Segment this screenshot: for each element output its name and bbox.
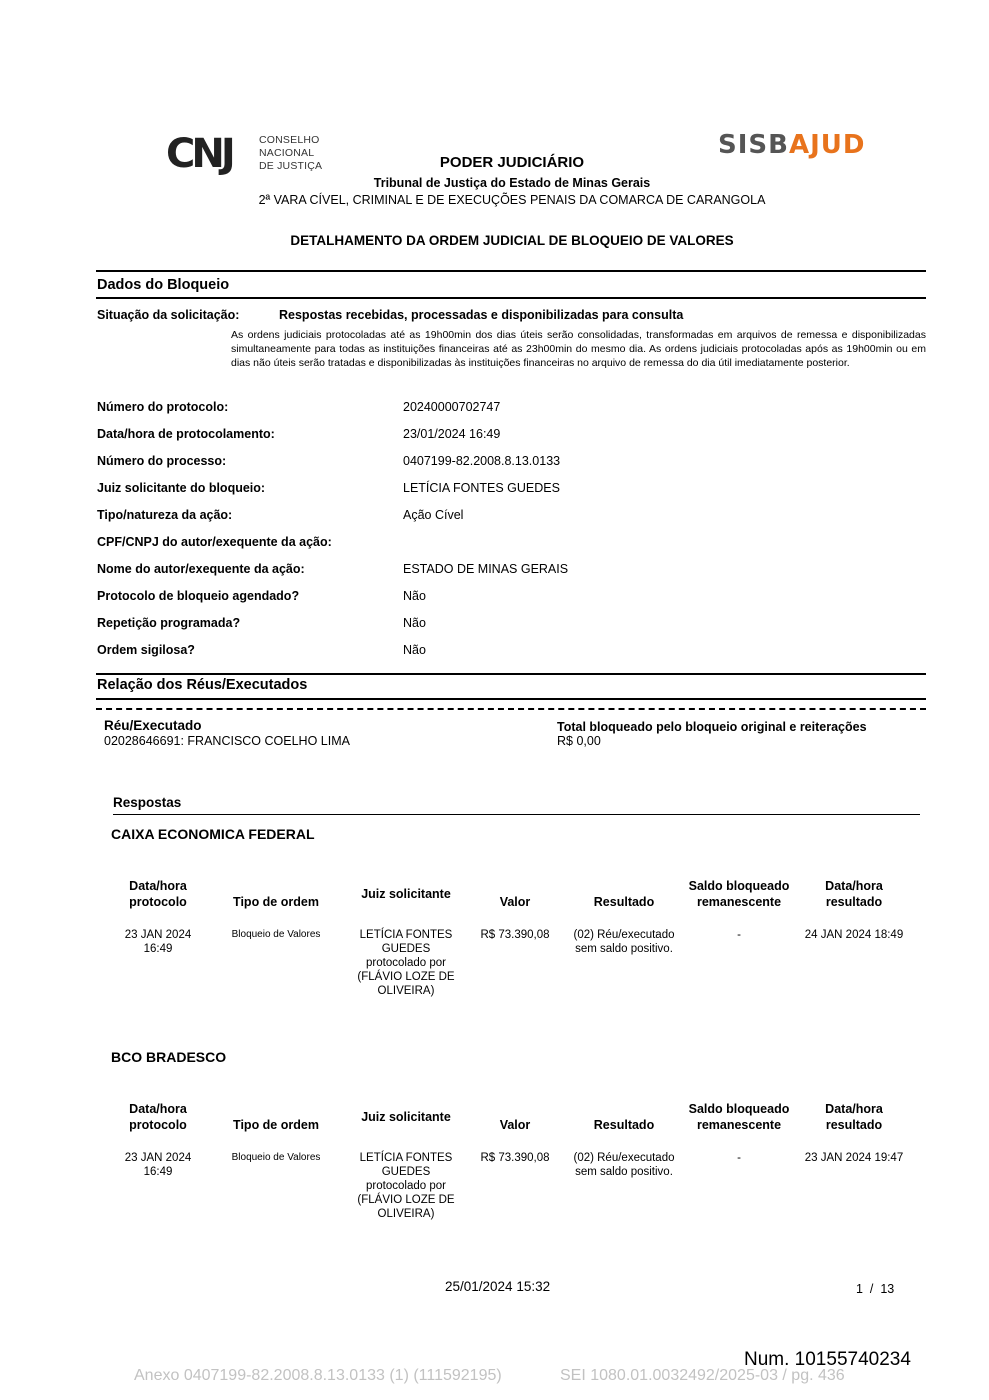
field-label: Número do protocolo: [97, 400, 229, 414]
cnj-logo-mark: CNJ [166, 131, 232, 177]
field-value: ESTADO DE MINAS GERAIS [403, 562, 569, 576]
field-label: Repetição programada? [97, 616, 241, 630]
field-label: Data/hora de protocolamento: [97, 427, 275, 441]
col-header-data-protocolo: Data/hora protocolo [129, 1102, 187, 1132]
total-value: R$ 0,00 [557, 734, 601, 748]
col-header-valor: Valor [499, 895, 531, 909]
col-header-data-resultado: Data/hora resultado [825, 879, 883, 909]
document-number: Num. 10155740234 [744, 1349, 911, 1370]
sisbajud-logo: SISBAJUD [718, 130, 866, 160]
field-value: Não [403, 589, 426, 603]
situacao-value: Respostas recebidas, processadas e disponibilizadas para consulta [279, 308, 684, 322]
field-label: Protocolo de bloqueio agendado? [97, 589, 300, 603]
field-value: 20240000702747 [403, 400, 501, 414]
document-title: DETALHAMENTO DA ORDEM JUDICIAL DE BLOQUEIO DE VALORES [290, 233, 734, 248]
col-header-saldo: Saldo bloqueado remanescente [688, 879, 790, 909]
cell-juiz: LETÍCIA FONTES GUEDES protocolado por (FLÁVIO LOZE DE OLIVEIRA) [357, 1152, 455, 1220]
col-header-resultado: Resultado [593, 895, 655, 909]
dados-section-title: Dados do Bloqueio [97, 277, 230, 293]
col-header-tipo: Tipo de ordem [233, 895, 319, 909]
bank-name: BCO BRADESCO [111, 1049, 227, 1065]
field-value: Não [403, 616, 426, 630]
field-value: 23/01/2024 16:49 [403, 427, 501, 441]
col-header-data-resultado: Data/hora resultado [825, 1102, 883, 1132]
cell-valor: R$ 73.390,08 [480, 929, 550, 941]
col-header-juiz: Juiz solicitante [361, 1110, 451, 1124]
field-label: CPF/CNPJ do autor/exequente da ação: [97, 535, 332, 549]
situacao-label: Situação da solicitação: [97, 308, 240, 322]
dashed-divider [96, 708, 926, 710]
field-label: Tipo/natureza da ação: [97, 508, 233, 522]
cell-resultado: (02) Réu/executado sem saldo positivo. [573, 1152, 675, 1178]
field-value: LETÍCIA FONTES GUEDES [403, 481, 560, 495]
cell-data-protocolo: 23 JAN 2024 16:49 [124, 929, 192, 955]
sei-watermark: SEI 1080.01.0032492/2025-03 / pg. 436 [560, 1367, 845, 1384]
situacao-note: As ordens judiciais protocoladas até as 19h00min dos dias úteis serão consolidadas, transformadas em arquivos de remessa e disponibilizadas simultaneamente para todas as instituições financeiras até as 23h00min do mesmo dia. As ordens judiciais protocoladas após as 19h00min ou em dias não úteis serão tratadas e disponibilizadas às instituições financeiras no arquivo de remessa do dia útil imediatamente posterior. [231, 329, 926, 369]
cell-tipo: Bloqueio de Valores [231, 929, 321, 940]
cell-saldo: - [737, 929, 741, 941]
respostas-title: Respostas [113, 795, 182, 810]
section-rule-bottom [96, 297, 926, 299]
poder-judiciario-heading: PODER JUDICIÁRIO [439, 154, 585, 171]
col-header-resultado: Resultado [593, 1118, 655, 1132]
tribunal-heading: Tribunal de Justiça do Estado de Minas Gerais [373, 176, 651, 190]
cell-data-resultado: 24 JAN 2024 18:49 [804, 929, 904, 941]
cell-saldo: - [737, 1152, 741, 1164]
cell-data-protocolo: 23 JAN 2024 16:49 [124, 1152, 192, 1178]
page-number: 1 / 13 [856, 1282, 895, 1296]
total-header: Total bloqueado pelo bloqueio original e reiterações [557, 720, 867, 734]
respostas-rule [113, 814, 920, 815]
bank-name: CAIXA ECONOMICA FEDERAL [111, 826, 315, 842]
section-rule-top [96, 270, 926, 272]
field-value: Não [403, 643, 426, 657]
section-rule-top [96, 673, 926, 675]
col-header-tipo: Tipo de ordem [233, 1118, 319, 1132]
field-value: 0407199-82.2008.8.13.0133 [403, 454, 561, 468]
anexo-watermark: Anexo 0407199-82.2008.8.13.0133 (1) (111592195) [134, 1367, 502, 1384]
field-label: Ordem sigilosa? [97, 643, 195, 657]
reu-header: Réu/Executado [104, 718, 202, 733]
col-header-valor: Valor [499, 1118, 531, 1132]
field-label: Juiz solicitante do bloqueio: [97, 481, 266, 495]
reus-section-title: Relação dos Réus/Executados [97, 677, 308, 693]
field-value: Ação Cível [403, 508, 464, 522]
cell-tipo: Bloqueio de Valores [231, 1152, 321, 1163]
section-rule-bottom [96, 698, 926, 700]
cell-juiz: LETÍCIA FONTES GUEDES protocolado por (FLÁVIO LOZE DE OLIVEIRA) [357, 929, 455, 997]
field-label: Número do processo: [97, 454, 227, 468]
col-header-saldo: Saldo bloqueado remanescente [688, 1102, 790, 1132]
cnj-logo-text: CONSELHO NACIONAL DE JUSTIÇA [259, 134, 323, 172]
cell-data-resultado: 23 JAN 2024 19:47 [804, 1152, 904, 1164]
vara-heading: 2ª VARA CÍVEL, CRIMINAL E DE EXECUÇÕES PENAIS DA COMARCA DE CARANGOLA [258, 193, 766, 207]
reu-value: 02028646691: FRANCISCO COELHO LIMA [104, 734, 350, 748]
col-header-data-protocolo: Data/hora protocolo [129, 879, 187, 909]
footer-date: 25/01/2024 15:32 [445, 1279, 551, 1294]
cell-valor: R$ 73.390,08 [480, 1152, 550, 1164]
field-label: Nome do autor/exequente da ação: [97, 562, 305, 576]
cell-resultado: (02) Réu/executado sem saldo positivo. [573, 929, 675, 955]
col-header-juiz: Juiz solicitante [361, 887, 451, 901]
